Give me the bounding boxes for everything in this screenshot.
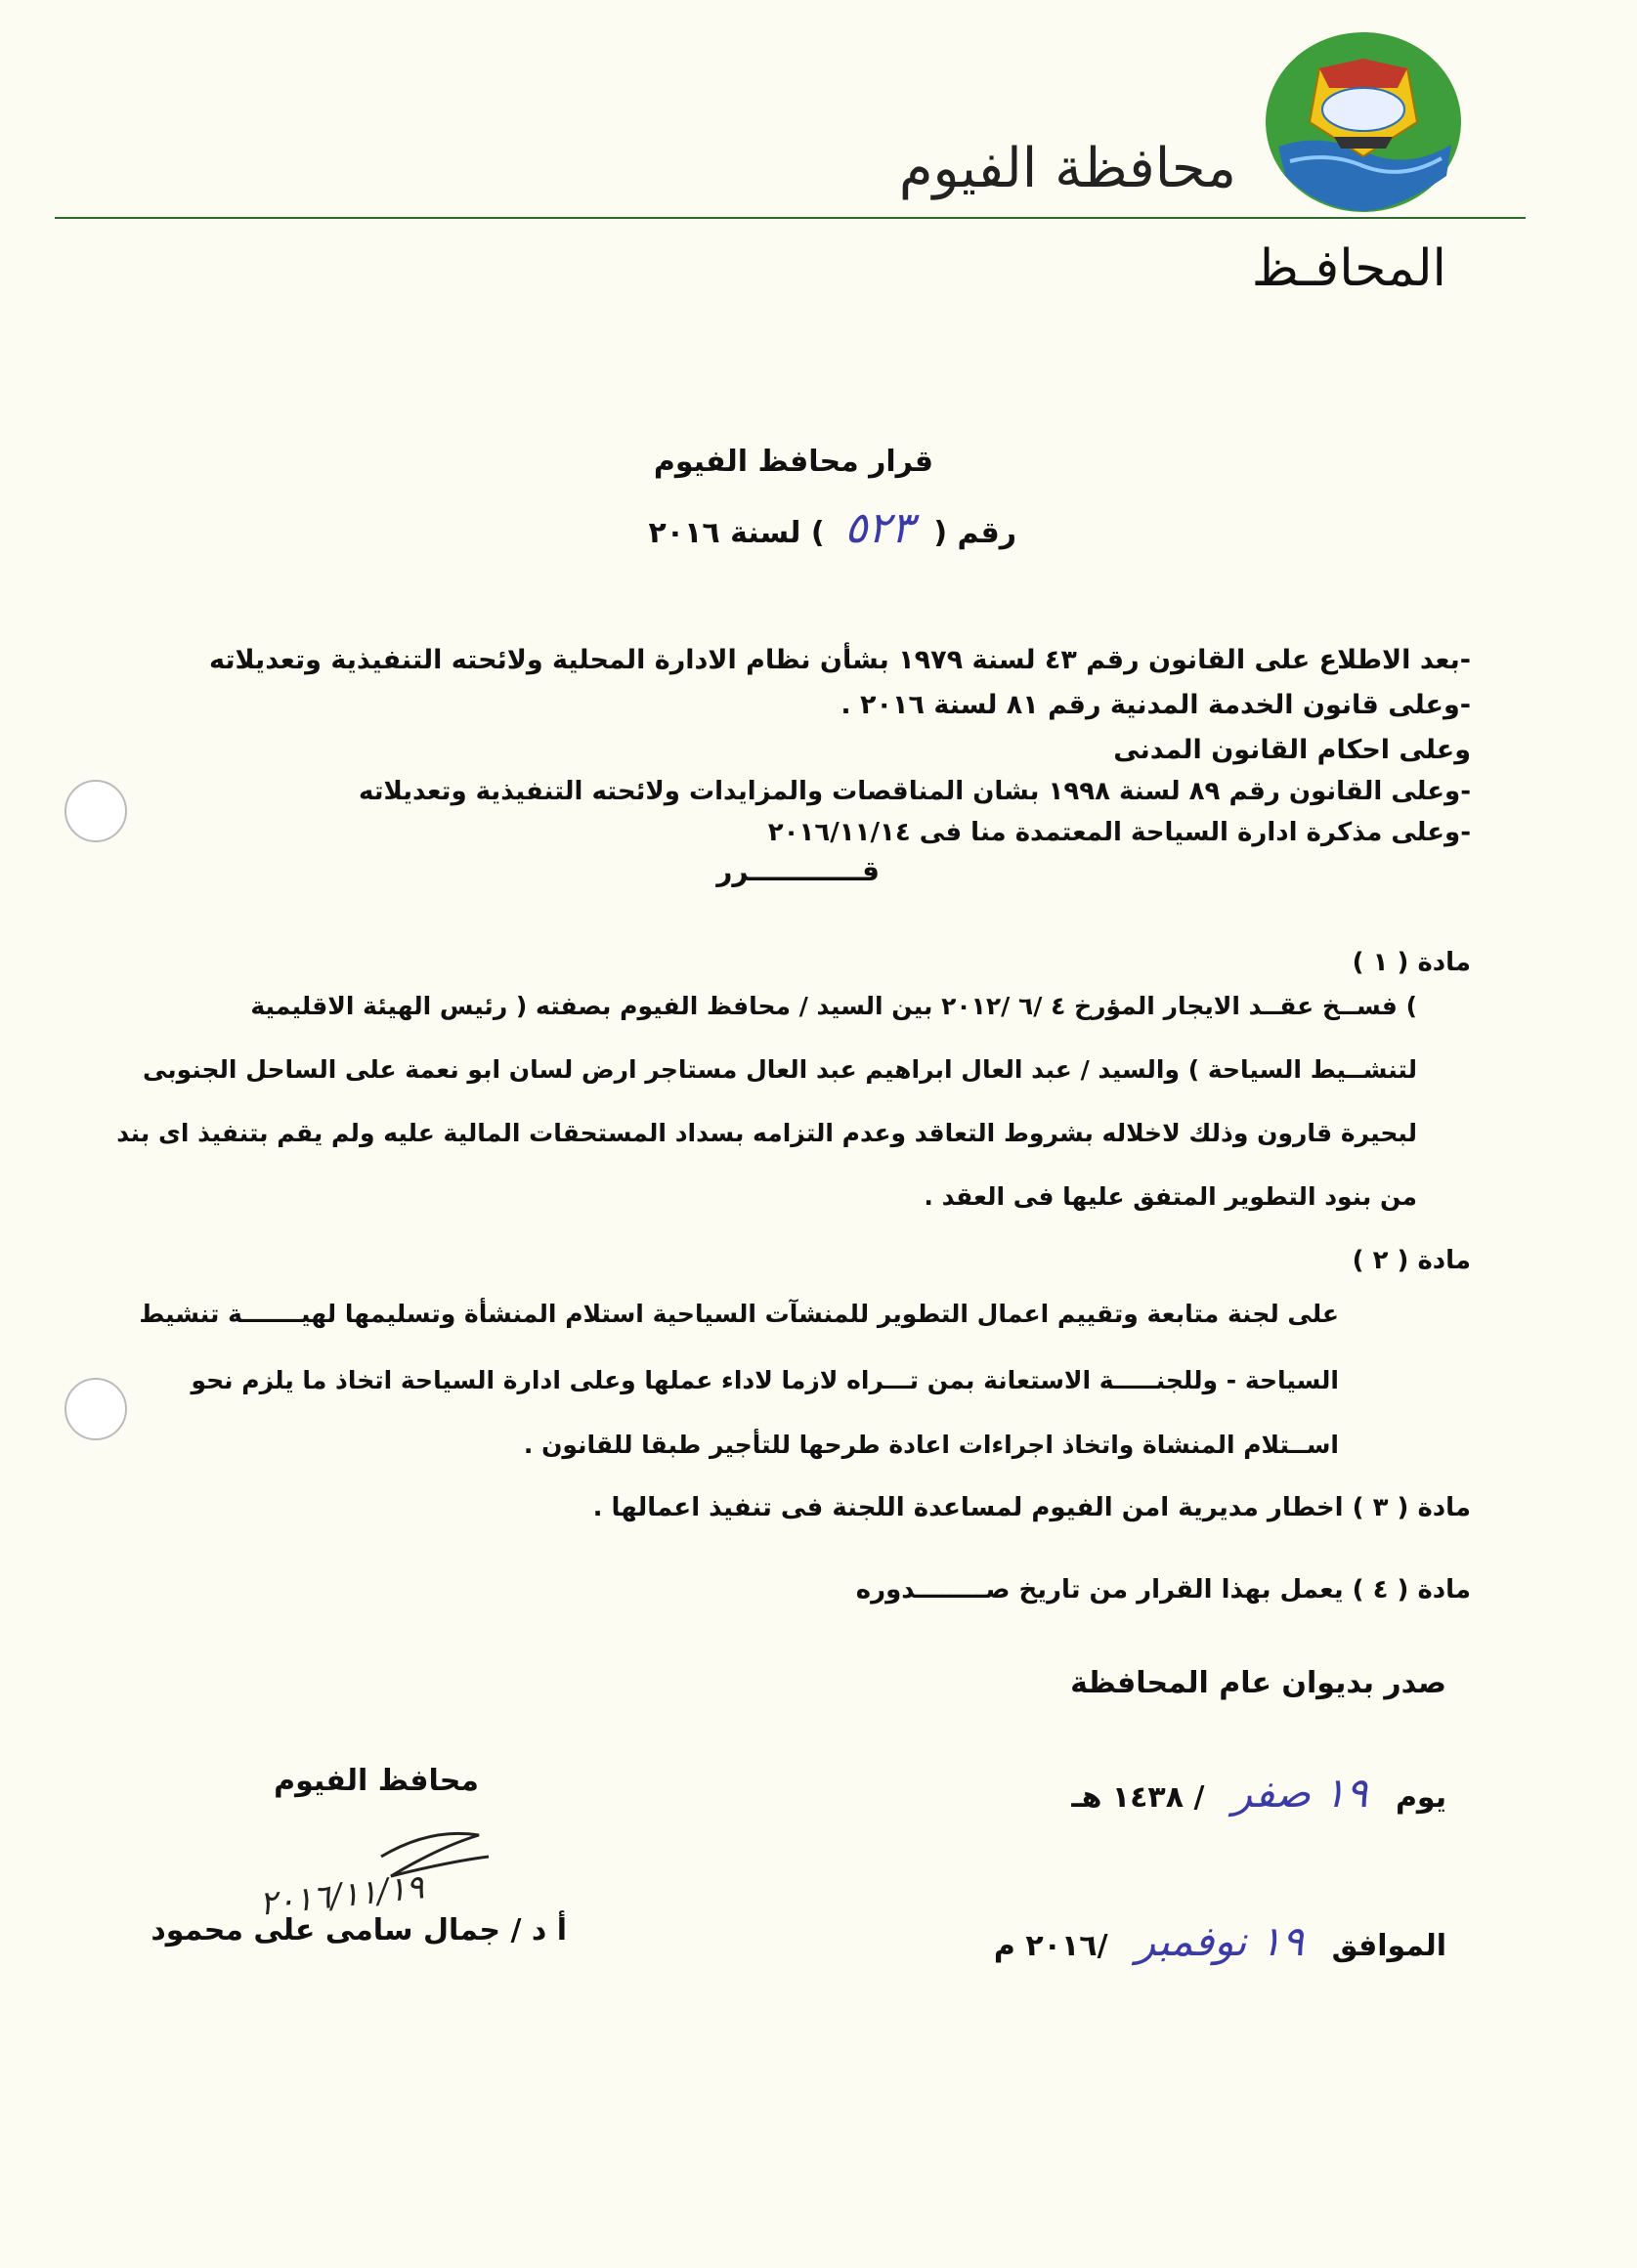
article-2-label: مادة ( ٢ ) <box>1352 1246 1471 1275</box>
preamble-line-5: -وعلى مذكرة ادارة السياحة المعتمدة منا فى ٢٠١٦/١١/١٤ <box>767 818 1471 847</box>
hijri-date-value: ١٩ صفر <box>1231 1769 1368 1817</box>
punch-hole-top <box>65 780 127 842</box>
article-1-line-4: من بنود التطوير المتفق عليها فى العقد . <box>924 1182 1417 1211</box>
decided-heading: قــــــــــــرر <box>716 855 880 887</box>
preamble-line-1: -بعد الاطلاع على القانون رقم ٤٣ لسنة ١٩٧٩ بشأن نظام الادارة المحلية ولائحته التنفيذية وتعديلاته <box>209 645 1471 675</box>
decree-title: قرار محافظ الفيوم <box>653 445 933 479</box>
org-name: محافظة الفيوم <box>898 137 1236 200</box>
office-title: المحافـظ <box>1251 239 1446 298</box>
header-divider <box>55 217 1526 219</box>
article-2-line-2: السياحة - وللجنـــــة الاستعانة بمن تـــراه لازما لاداء عملها وعلى ادارة السياحة اتخاذ ما يلزم نحو <box>191 1366 1339 1394</box>
decree-number: ٥٢٣ <box>844 503 914 553</box>
governorate-logo <box>1261 29 1466 215</box>
decree-number-suffix: ) لسنة ٢٠١٦ <box>648 516 825 550</box>
article-1-line-3: لبحيرة قارون وذلك لاخلاله بشروط التعاقد وعدم التزامه بسداد المستحقات المالية عليه ولم يقم بتنفيذ اى بند <box>116 1119 1417 1147</box>
gregorian-date-label: الموافق <box>1331 1929 1446 1963</box>
signatory-title: محافظ الفيوم <box>274 1764 479 1798</box>
preamble-line-3: وعلى احكام القانون المدنى <box>1113 735 1471 765</box>
article-3: مادة ( ٣ ) اخطار مديرية امن الفيوم لمساعدة اللجنة فى تنفيذ اعمالها . <box>592 1493 1471 1522</box>
article-2-line-1: على لجنة متابعة وتقييم اعمال التطوير للمنشآت السياحية استلام المنشأة وتسليمها لهيـــــــة تنشيط <box>139 1300 1339 1328</box>
hijri-date-label: يوم <box>1395 1780 1446 1815</box>
decree-number-line <box>648 503 1016 553</box>
preamble-line-2: -وعلى قانون الخدمة المدنية رقم ٨١ لسنة ٢٠١٦ . <box>840 690 1471 720</box>
issued-statement: صدر بديوان عام المحافظة <box>1070 1666 1446 1700</box>
article-2-line-3: اســتلام المنشاة واتخاذ اجراءات اعادة طرحها للتأجير طبقا للقانون . <box>523 1431 1339 1459</box>
gregorian-date-suffix: /٢٠١٦ م <box>993 1929 1108 1963</box>
preamble-line-4: -وعلى القانون رقم ٨٩ لسنة ١٩٩٨ بشان المناقصات والمزايدات ولائحته التنفيذية وتعديلاته <box>358 777 1471 806</box>
signatory-name: أ د / جمال سامى على محمود <box>151 1913 567 1947</box>
hijri-date-suffix: / ١٤٣٨ هـ <box>1071 1780 1205 1815</box>
handwritten-sign-date: ٢٠١٦/١١/١٩ <box>257 1867 426 1924</box>
article-4: مادة ( ٤ ) يعمل بهذا القرار من تاريخ صــــــــدوره <box>855 1575 1471 1605</box>
article-1-line-1: ) فســخ عقــد الايجار المؤرخ ٤ /٦ /٢٠١٢ بين السيد / محافظ الفيوم بصفته ( رئيس الهيئة الاقليمية <box>250 992 1417 1020</box>
gregorian-date-line <box>994 1917 1446 1965</box>
logo-emblem-icon <box>1261 29 1466 215</box>
article-1-label: مادة ( ١ ) <box>1352 948 1471 977</box>
decree-number-prefix: رقم ( <box>933 516 1016 550</box>
article-1-line-2: لتنشــيط السياحة ) والسيد / عبد العال ابراهيم عبد العال مستاجر ارض لسان ابو نعمة على الساحل الجنوبى <box>142 1055 1417 1084</box>
gregorian-date-value: ١٩ نوفمبر <box>1136 1917 1305 1965</box>
punch-hole-bottom <box>65 1378 127 1440</box>
hijri-date-line <box>1071 1769 1446 1817</box>
